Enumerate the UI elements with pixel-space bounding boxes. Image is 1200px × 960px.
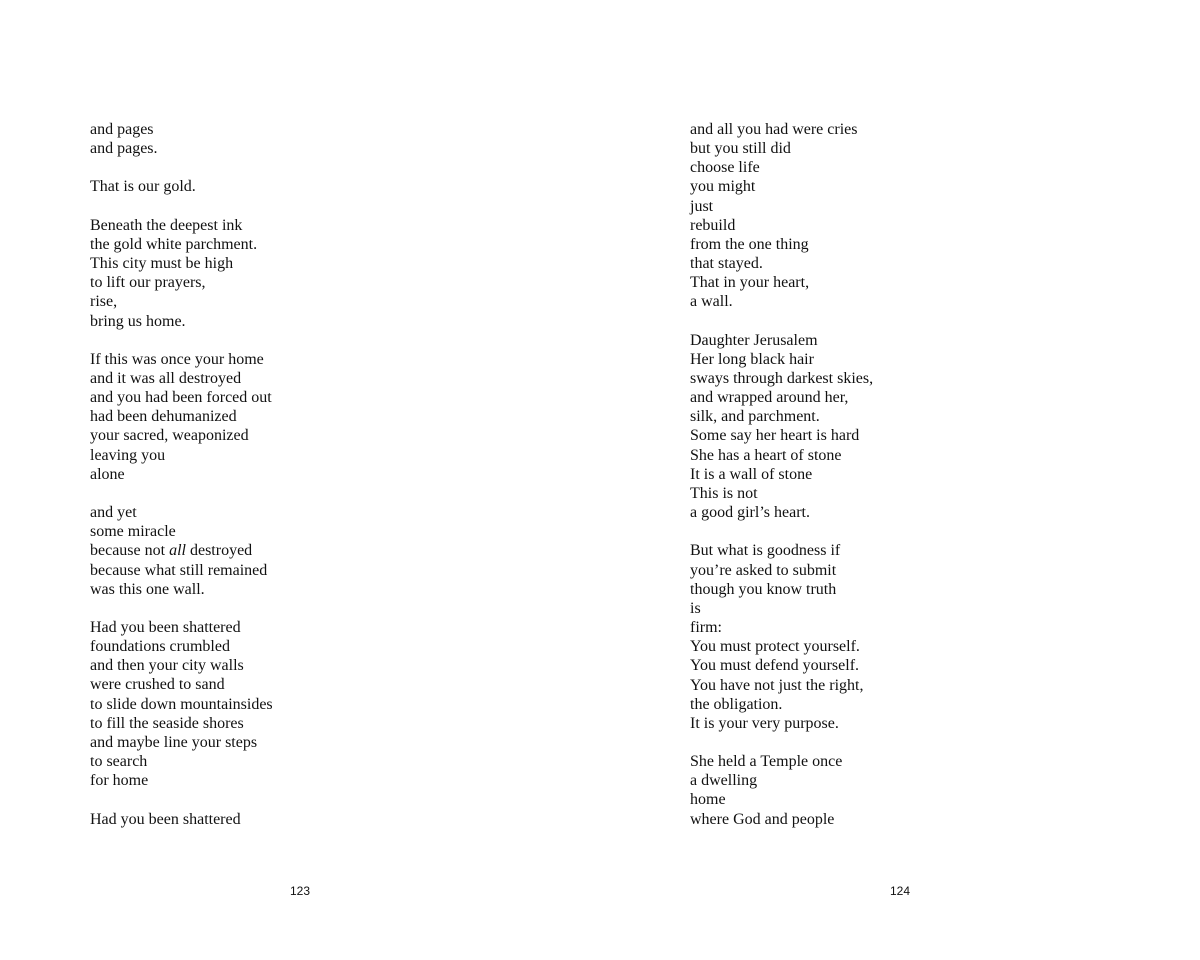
- page-number-left: 123: [289, 884, 311, 898]
- poem-text-left: [90, 120, 530, 829]
- poem-line: This city must be high: [90, 255, 234, 273]
- poem-line: Daughter Jerusalem: [690, 331, 818, 349]
- poem-line: to lift our prayers,: [90, 274, 206, 292]
- page-number-right: 124: [889, 884, 911, 898]
- poem-line: This is not: [690, 484, 758, 502]
- poem-line: the gold white parchment.: [90, 235, 258, 253]
- poem-line: to slide down mountainsides: [90, 695, 273, 713]
- poem-line: home: [690, 791, 726, 809]
- poem-line: and then your city walls: [90, 657, 244, 675]
- poem-line: and you had been forced out: [90, 389, 272, 407]
- poem-text-right: [690, 120, 1130, 829]
- poem-line: and maybe line your steps: [90, 733, 258, 751]
- poem-line: choose life: [690, 159, 760, 177]
- poem-line: is: [690, 599, 701, 617]
- poem-line-segment: because not: [90, 542, 170, 560]
- poem-line: but you still did: [690, 140, 791, 158]
- poem-line: If this was once your home: [90, 350, 264, 368]
- poem-line: to fill the seaside shores: [90, 714, 244, 732]
- poem-line: It is your very purpose.: [690, 714, 839, 732]
- poem-line: though you know truth: [690, 580, 837, 598]
- poem-line: sways through darkest skies,: [690, 370, 874, 388]
- poem-line: That is our gold.: [90, 178, 196, 196]
- poem-line: rebuild: [690, 216, 736, 234]
- stanza-break: [690, 733, 1130, 752]
- stanza-break: [90, 790, 530, 809]
- poem-line: was this one wall.: [90, 580, 205, 598]
- poem-line-italic-segment: all: [169, 542, 186, 560]
- poem-line: firm:: [690, 619, 722, 637]
- poem-line: Had you been shattered: [90, 618, 241, 636]
- poem-line: and it was all destroyed: [90, 369, 242, 387]
- poem-line: Her long black hair: [690, 350, 814, 368]
- poem-line: [90, 541, 530, 560]
- poem-line: and pages: [90, 121, 154, 138]
- poem-line: leaving you: [90, 446, 166, 464]
- poem-line: You must defend yourself.: [690, 657, 860, 675]
- poem-line: Some say her heart is hard: [690, 427, 860, 445]
- poem-line: a wall.: [690, 293, 733, 311]
- poem-line: your sacred, weaponized: [90, 427, 249, 445]
- poem-line: You must protect yourself.: [690, 638, 860, 656]
- poem-line: But what is goodness if: [690, 542, 841, 560]
- poem-line: just: [690, 197, 714, 215]
- poem-line: that stayed.: [690, 255, 763, 273]
- stanza-break: [90, 599, 530, 618]
- stanza-break: [90, 331, 530, 350]
- poem-line: and all you had were cries: [690, 121, 858, 138]
- poem-line: and yet: [90, 504, 137, 522]
- poem-line: you might: [690, 178, 756, 196]
- poem-line: and wrapped around her,: [690, 389, 849, 407]
- poem-line: You have not just the right,: [690, 676, 864, 694]
- poem-line: It is a wall of stone: [690, 465, 813, 483]
- poem-line: some miracle: [90, 523, 176, 541]
- poem-line: That in your heart,: [690, 274, 810, 292]
- poem-line: and pages.: [90, 140, 158, 158]
- poem-line: for home: [90, 772, 149, 790]
- poem-line: bring us home.: [90, 312, 186, 330]
- stanza-break: [90, 197, 530, 216]
- poem-line: were crushed to sand: [90, 676, 225, 694]
- poem-line: you’re asked to submit: [690, 561, 837, 579]
- stanza-break: [90, 484, 530, 503]
- poem-line: alone: [90, 465, 125, 483]
- poem-line: because what still remained: [90, 561, 268, 579]
- stanza-break: [90, 158, 530, 177]
- poem-line: rise,: [90, 293, 118, 311]
- poem-line: foundations crumbled: [90, 638, 230, 656]
- stanza-break: [690, 522, 1130, 541]
- poem-line: where God and people: [690, 810, 835, 828]
- poem-line: She has a heart of stone: [690, 446, 842, 464]
- poem-line-segment: destroyed: [185, 542, 253, 560]
- book-page-right: [600, 0, 1200, 960]
- poem-line: a dwelling: [690, 772, 758, 790]
- poem-line: Beneath the deepest ink: [90, 216, 243, 234]
- poem-line: a good girl’s heart.: [690, 504, 810, 522]
- poem-line: had been dehumanized: [90, 408, 237, 426]
- stanza-break: [690, 312, 1130, 331]
- poem-line: silk, and parchment.: [690, 408, 820, 426]
- poem-line: to search: [90, 753, 148, 771]
- poem-line: Had you been shattered: [90, 810, 241, 828]
- poem-line: the obligation.: [690, 695, 783, 713]
- poem-line: She held a Temple once: [690, 753, 843, 771]
- poem-line: from the one thing: [690, 235, 809, 253]
